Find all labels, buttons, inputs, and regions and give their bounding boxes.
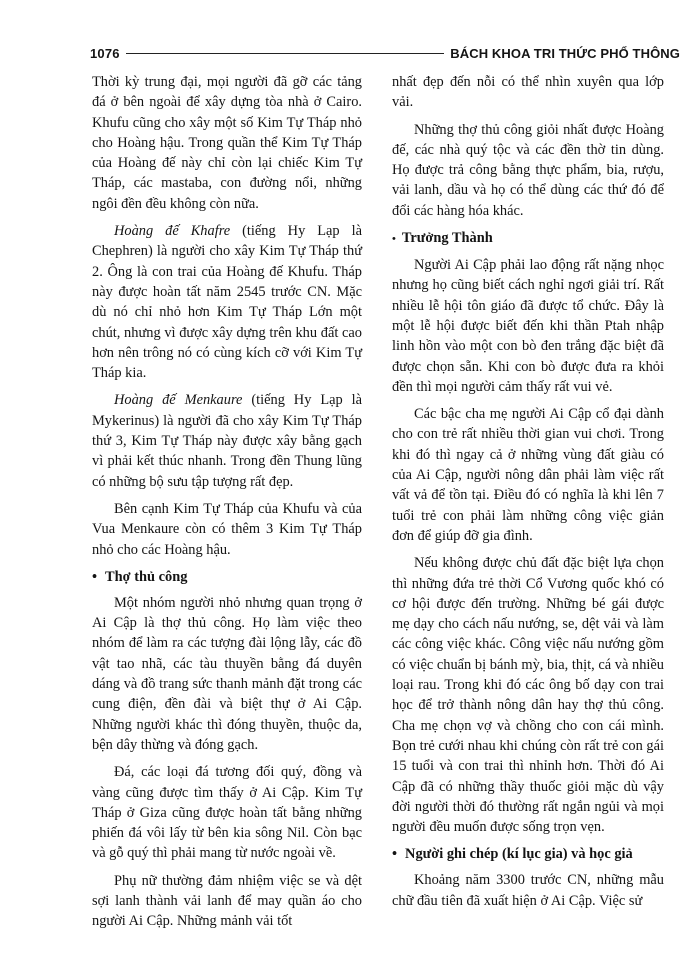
paragraph: Thời kỳ trung đại, mọi người đã gỡ các tảng đá ở bên ngoài để xây dựng tòa nhà ở Cairo. Khufu cũng cho xây một số Kim Tự Tháp nhỏ cho Hoàng hậu. Trong quần thể Kim Tự Tháp của Hoàng đế này chỉ còn lại chiếc Kim Tự Tháp, các mastaba, con đường nổi, những ngôi đền đều không còn nữa. [92, 74, 362, 212]
left-column [92, 72, 362, 939]
section-heading-adulthood [392, 228, 664, 249]
paragraph: Đá, các loại đá tương đối quý, đồng và vàng cũng được tìm thấy ở Ai Cập. Kim Tự Tháp ở Giza cũng được hoàn tất bằng những phiến đá vôi lấy từ bên kia sông Nil. Còn bạc và gỗ quý thì phải mang từ nước ngoài về. [92, 764, 362, 862]
paragraph: nhất đẹp đến nỗi có thể nhìn xuyên qua lớp vải. [392, 74, 664, 111]
heading-text: Thợ thủ công [105, 568, 188, 585]
bullet-icon: • [392, 233, 396, 246]
paragraph-menkaure [92, 390, 362, 491]
paragraph: Người Ai Cập phải lao động rất nặng nhọc nhưng họ cũng biết cách nghỉ ngơi giải trí. Rất nhiều lễ hội tôn giáo đã được tổ chức. Đây là một lễ hội được biết đến khi thần Ptah nhập linh hồn vào một con bò đen trắng đặc biệt đã được chọn sẵn. Khi con bò được đưa ra khỏi đền thì mọi người cảm thấy rất vui vẻ. [392, 257, 664, 395]
bullet-icon: • [392, 846, 398, 863]
right-column [392, 72, 664, 918]
section-heading-craftsmen [92, 567, 362, 587]
page-number: 1076 [90, 45, 120, 61]
heading-text: Người ghi chép (kí lục gia) và học giả [405, 846, 633, 863]
menkaure-name: Hoàng đế Menkaure [114, 392, 243, 409]
khafre-name: Hoàng đế Khafre [114, 223, 231, 240]
paragraph: Nếu không được chủ đất đặc biệt lựa chọn thì những đứa trẻ thời Cổ Vương quốc khó có cơ hội được đến trường. Những bé gái được mẹ dạy cho cách nấu nướng, se, dệt vải và làm các công việc khác. Công việc nấu nướng gồm có việc chuẩn bị bánh mỳ, bia, thịt, cá và nhiều loại rau. Trong khi đó các ông bố dạy con trai học để trở thành nông dân hay thợ thủ công. Cha mẹ chọn vợ và chồng cho con cái mình. Bọn trẻ cưới nhau khi chúng còn rất trẻ con gái 15 tuổi và con trai thì nhỉnh hơn. Thời đó Ai Cập đã có những thầy thuốc giỏi mặc dù vậy đời người thời đó thường rất ngắn ngủi và mọi người đều muốn được sống trọn vẹn. [392, 555, 664, 836]
paragraph: Khoảng năm 3300 trước CN, những mẫu chữ đầu tiên đã xuất hiện ở Ai Cập. Việc sử [392, 872, 664, 909]
section-heading-scribes [392, 844, 664, 864]
paragraph: Phụ nữ thường đảm nhiệm việc se và dệt sợi lanh thành vải lanh để may quần áo cho người Ai Cập. Những mảnh vải tốt [92, 872, 362, 930]
paragraph: Những thợ thủ công giỏi nhất được Hoàng đế, các nhà quý tộc và các đền thờ tin dùng. Họ được trả công bằng thực phẩm, bia, rượu, vải lanh, dầu và họ có thể dùng các thứ đó để đổi các hàng hóa khác. [392, 121, 664, 219]
menkaure-text: (tiếng Hy Lạp là Mykerinus) là người đã cho xây Kim Tự Tháp thứ 3, Kim Tự Tháp này được xây bằng gạch vì phải kết thúc nhanh. Trong đền Thung lũng có những bộ sưu tập tượng rất đẹp. [92, 392, 362, 490]
header-rule [126, 53, 445, 54]
paragraph: Các bậc cha mẹ người Ai Cập cổ đại dành cho con trẻ rất nhiều thời gian vui chơi. Trong khi đó thì ngay cả ở những vùng đất giàu có của Ai Cập, người nông dân phải làm việc rất vất vả để tồn tại. Điều đó có nghĩa là khi lên 7 tuổi trẻ con phải làm những công việc giản đơn để giúp đỡ gia đình. [392, 406, 664, 544]
paragraph: Bên cạnh Kim Tự Tháp của Khufu và của Vua Menkaure còn có thêm 3 Kim Tự Tháp nhỏ cho các Hoàng hậu. [92, 500, 362, 558]
running-title: BÁCH KHOA TRI THỨC PHỔ THÔNG [450, 45, 680, 61]
paragraph-khafre [92, 221, 362, 383]
heading-text: Trưởng Thành [401, 230, 493, 247]
khafre-text: (tiếng Hy Lạp là Chephren) là người cho xây Kim Tự Tháp thứ 2. Ông là con trai của Hoàng đế Khufu. Tháp này được hoàn tất năm 2545 trước CN. Mặc dù nó chỉ nhỏ hơn Kim Tự Tháp Lớn một chút, nhưng vì được xây dựng trên khu đất cao hơn nên trông nó có cùng kích cỡ với Kim Tự Tháp kia. [92, 223, 362, 382]
running-header [90, 42, 680, 64]
paragraph: Một nhóm người nhỏ nhưng quan trọng ở Ai Cập là thợ thủ công. Họ làm việc theo nhóm để làm ra các tượng đài lộng lẫy, các đồ vật tao nhã, các tàu thuyền bằng đá duyên dáng và đồ trang sức thanh mảnh đặt trong các cung điện, đền đài và biệt thự ở Ai Cập. Những người khác thì đóng thuyền, thuộc da, bện dây thừng và đóng gạch. [92, 594, 362, 753]
bullet-icon: • [92, 568, 98, 585]
